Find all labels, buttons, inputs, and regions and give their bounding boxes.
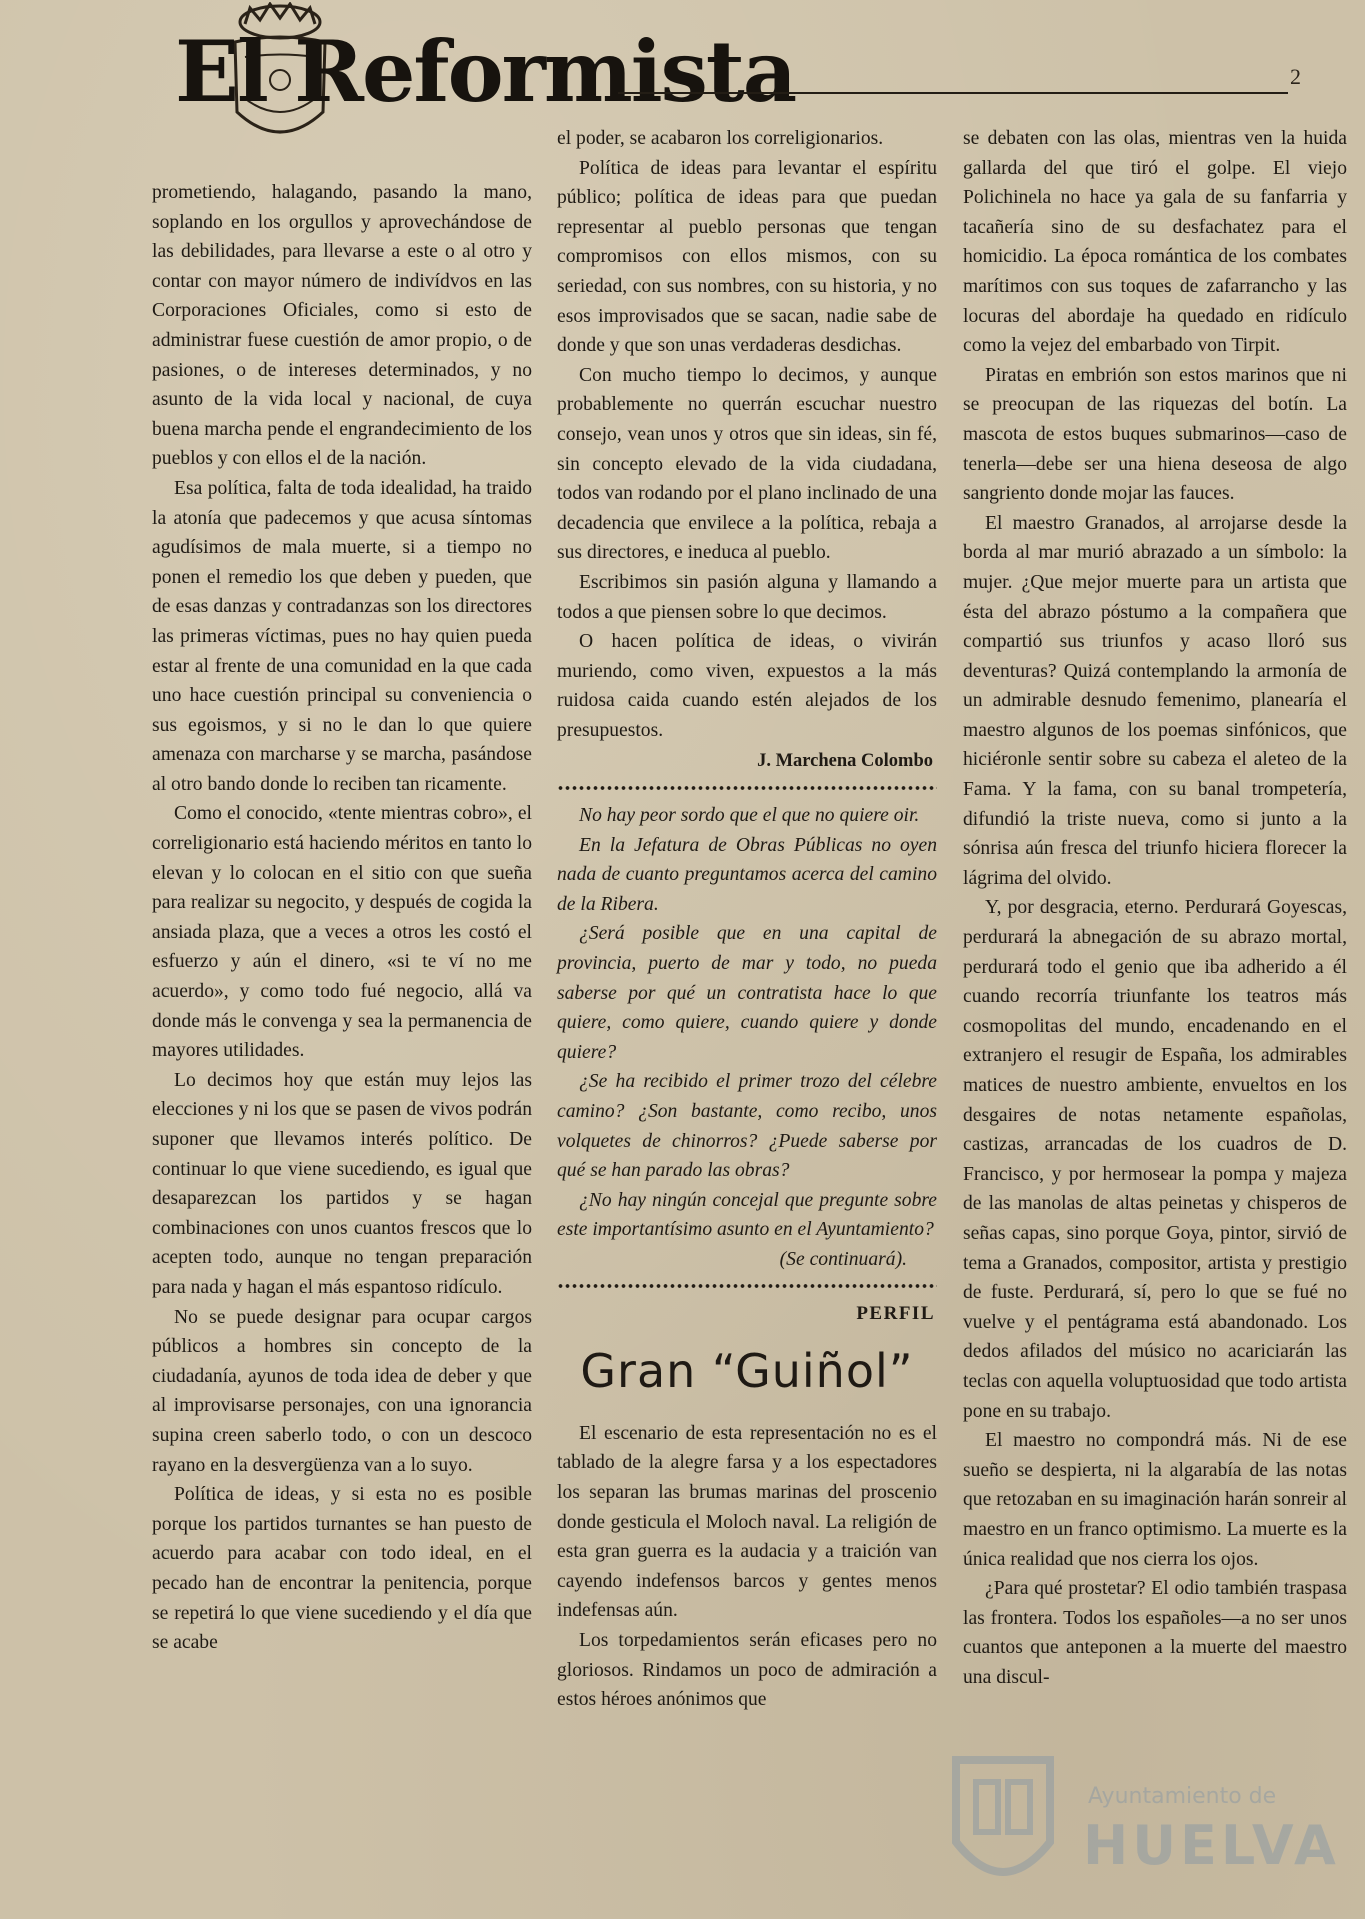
author-signature: J. Marchena Colombo <box>757 751 933 772</box>
paragraph: Los torpedamientos serán eficases pero no gloriosos. Rindamos un poco de admiración a estos héroes anónimos que <box>557 1629 937 1711</box>
paragraph: El escenario de esta representación no es el tablado de la alegre farsa y a los espectadores los separan las brumas marinas del proscenio donde gesticula el Moloch naval. La religión de esta gran guerra es la audacia y a traición van cayendo indefensos barcos y gentes menos indefensas aún. <box>557 1422 937 1622</box>
paragraph: O hacen política de ideas, o vivirán muriendo, como viven, expuestos a la más ruidosa caida cuando estén alejados de los presupuestos. <box>557 631 937 741</box>
paragraph: prometiendo, halagando, pasando la mano, soplando en los orgullos y aprovechándose de las debilidades, para llevarse a este o al otro y contar con mayor número de indivídvos en las Corporaciones Oficiales, como si esto de administrar fuese cuestión de amor propio, o de pasiones, o de intereses determinados, y no asunto de la vida local y nacional, de cuya buena marcha pende el engrandecimiento de los pueblos y con ellos el de la nación. <box>152 182 532 470</box>
note-paragraph: ¿Será posible que en una capital de provincia, puerto de mar y todo, no pueda saberse por qué un contratista hace lo que quiere, como quiere, cuando quiere y donde quiere? <box>557 923 937 1063</box>
paragraph: Escribimos sin pasión alguna y llamando a todos a que piensen sobre lo que decimos. <box>557 571 937 623</box>
shield-icon <box>948 1752 1058 1902</box>
note-paragraph: ¿No hay ningún concejal que pregunte sobre este importantísimo asunto en el Ayuntamiento? <box>557 1189 937 1241</box>
paragraph: Esa política, falta de toda idealidad, ha traido la atonía que padecemos y que acusa síntomas agudísimos de mala muerte, si a tiempo no ponen el remedio los que deben y pueden, que de esas danzas y contradanzas son los directores las primeras víctimas, pues no hay quien pueda estar al frente de una comunidad en la que cada uno hace cuestión principal su conveniencia o sus egoismos, y si no le dan lo que quiere amenaza con marcharse y se marcha, pasándose al otro bando donde lo reciben tan ricamente. <box>152 477 532 795</box>
note-paragraph: No hay peor sordo que el que no quiere oir. <box>579 805 920 827</box>
dotted-divider <box>557 785 937 791</box>
paragraph: Con mucho tiempo lo decimos, y aunque probablemente no querrán escuchar nuestro consejo, vean unos y otros que sin ideas, sin fé, sin concepto elevado de la vida ciudadana, todos van rodando por el plano inclinado de una decadencia que envilece a la política, rebaja a sus directores, e ineduca al pueblo. <box>557 364 937 564</box>
paragraph: No se puede designar para ocupar cargos públicos a hombres sin concepto de la ciudadanía, ayunos de toda idea de deber y que al improvisarse personajes, con una ignorancia supina creen saberlo todo, o con un descoco rayano en la desvergüenza van a lo suyo. <box>152 1306 532 1476</box>
note-paragraph: ¿Se ha recibido el primer trozo del célebre camino? ¿Son bastante, como recibo, unos volquetes de chinorros? ¿Puede saberse por qué se han parado las obras? <box>557 1071 937 1182</box>
paragraph: Lo decimos hoy que están muy lejos las elecciones y ni los que se pasen de vivos podrán suponer que llevamos interés político. De continuar lo que viene sucediendo, es igual que desaparezcan los partidos y se hagan combinaciones con unos cuantos frescos que lo acepten todo, aunque no tengan preparación para nada y hagan el más espantoso ridículo. <box>152 1069 532 1298</box>
watermark-line-1: Ayuntamiento de <box>1088 1784 1277 1809</box>
paragraph: Y, por desgracia, eterno. Perdurará Goyescas, perdurará la abnegación de su abrazo mortal, perdurará todo el genio que iba adherido a él cuando recorría triunfante los teatros más cosmopolitas del mundo, encadenando en el extranjero el resugir de España, los admirables matices de nuestro ambiente, envueltos en los desgaires de notas netamente españolas, castizas, arrancadas de los cuadros de D. Francisco, y por hermosear la pompa y majeza de las manolas de altas peinetas y chisperos de señas capas, sino porque Goya, pintor, sirvió de tema a Granados, compositor, artista y prestigio de fuste. Perdurará, sí, pero lo que se fué no vuelve y el pentágrama está abandonado. Los dedos afilados del músico no acariciarán las teclas con aquella voluptuosidad que todo artista pone en su trabajo. <box>963 897 1347 1422</box>
watermark-line-2: HUELVA <box>1083 1814 1340 1877</box>
paragraph: Piratas en embrión son estos marinos que ni se preocupan de las riquezas del botín. La mascota de estos buques submarinos—caso de tenerla—debe ser una hiena deseosa de algo sangriento donde mojar las fauces. <box>963 364 1347 505</box>
masthead-title: El Reformista <box>175 22 796 121</box>
column-3 <box>963 124 1347 1692</box>
article-title: Gran “Guiñol” <box>580 1344 914 1399</box>
paragraph: Política de ideas para levantar el espíritu público; política de ideas para que puedan representar al pueblo personas que tengan compromisos con ellos mismos, con su seriedad, con sus nombres, con su historia, y no esos improvisados que se sacan, nadie sabe de donde y que son unas verdaderas desdichas. <box>557 157 937 357</box>
column-2 <box>557 124 937 1715</box>
notes-block <box>557 801 937 1275</box>
paragraph: ¿Para qué prostetar? El odio también traspasa las frontera. Todos los españoles—a no ser unos cuantos que anteponen a la muerte del maestro una discul- <box>963 1578 1347 1688</box>
section-label: PERFIL <box>856 1302 935 1324</box>
archive-watermark <box>948 1752 1340 1902</box>
paragraph: se debaten con las olas, mientras ven la huida gallarda del que tiró el golpe. El viejo Polichinela no hace ya gala de su fanfarria y tacañería sino de su desfachatez para el homicidio. La época romántica de los combates marítimos con sus toques de zafarrancho y las locuras del abordaje ha quedado en ridículo como la vejez del embarbado von Tirpit. <box>963 128 1347 357</box>
paragraph: el poder, se acabaron los correligionarios. <box>557 128 884 149</box>
masthead-rule <box>618 92 1288 94</box>
note-paragraph: En la Jefatura de Obras Públicas no oyen nada de cuanto preguntamos acerca del camino de la Ribera. <box>557 834 937 915</box>
column-1 <box>152 178 532 1658</box>
paragraph: El maestro no compondrá más. Ni de ese sueño se despierta, ni la algarabía de las notas que retozaban en su imaginación harán sonreir al maestro en un franco optimismo. La muerte es la única realidad que nos cierra los ojos. <box>963 1430 1347 1570</box>
paragraph: Como el conocido, «tente mientras cobro», el correligionario está haciendo méritos en tanto lo elevan y lo colocan en el sitio con que sueña para realizar su negocito, y después de cogida la ansiada plaza, que a veces a otros les costó el esfuerzo y aún el dinero, «si te ví no me acuerdo», y como todo fué negocio, allá va donde más le convenga y sea la permanencia de mayores utilidades. <box>152 803 532 1062</box>
dotted-divider <box>557 1283 937 1289</box>
paragraph: El maestro Granados, al arrojarse desde la borda al mar murió abrazado a un símbolo: la mujer. ¿Que mejor muerte para un artista que ésta del abrazo póstumo a la compañera que compartió sus triunfos y acaso lloró sus deventuras? Quizá contemplando la armonía de un admirable desnudo femenimo, planearía el maestro algunos de los poemas sinfónicos, que hiciéronle sentir sobre su cabeza el aleteo de la Fama. Y la fama, con su banal trompetería, difundió la triste nueva, como si junto a la sónrisa aún fresca del triunfo hiciera florecer la lágrima del olvido. <box>963 512 1347 889</box>
page-number: 2 <box>1290 64 1301 89</box>
continued-note: (Se continuará). <box>779 1248 907 1270</box>
paragraph: Política de ideas, y si esta no es posible porque los partidos turnantes se han puesto de acuerdo para acabar con todo ideal, en el pecado han de encontrar la penitencia, porque se repetirá lo que viene sucediendo y el día que se acabe <box>152 1484 532 1654</box>
